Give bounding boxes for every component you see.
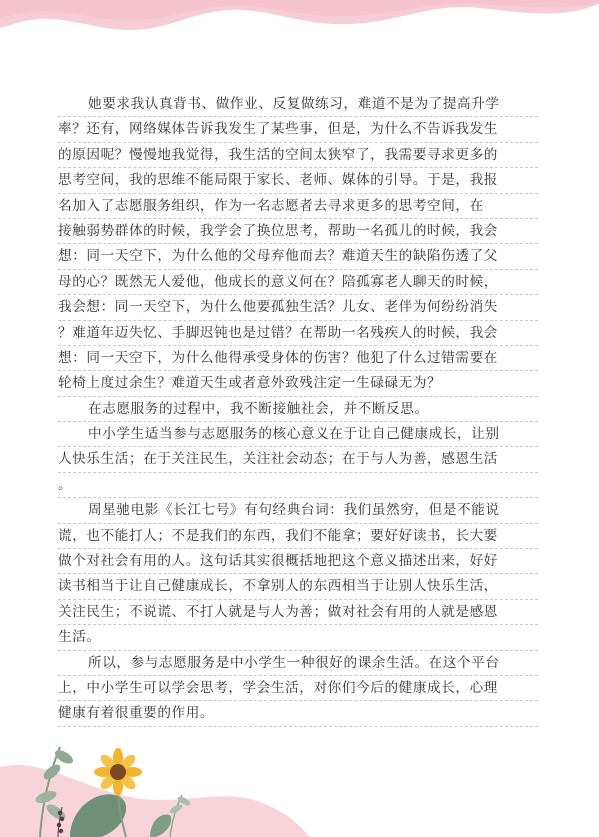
text-line: 读书相当于让自己健康成长，不拿别人的东西相当于让别人快乐生活，	[58, 574, 538, 599]
text-line: ？难道年迈失忆、手脚迟钝也是过错？在帮助一名残疾人的时候，我会	[58, 321, 538, 346]
text-line: 想：同一天空下，为什么他得承受身体的伤害？他犯了什么过错需要在	[58, 346, 538, 371]
text-line: 谎，也不能打人；不是我们的东西，我们不能拿；要好好读书，长大要	[58, 524, 538, 549]
text-line: 上，中小学生可以学会思考，学会生活，对你们今后的健康成长，心理	[58, 676, 538, 701]
paragraph	[58, 397, 538, 422]
text-line: 名加入了志愿服务组织，作为一名志愿者去寻求更多的思考空间，在	[58, 194, 538, 219]
text-line: 在志愿服务的过程中，我不断接触社会，并不断反思。	[58, 397, 538, 422]
article-body	[58, 92, 538, 727]
bottom-floral-decoration	[0, 727, 599, 837]
text-line: 思考空间，我的思维不能局限于家长、老师、媒体的引导。于是，我报	[58, 168, 538, 193]
text-line: 我会想：同一天空下，为什么他要孤独生活？儿女、老伴为何纷纷消失	[58, 295, 538, 320]
text-line: 生活。	[58, 625, 538, 650]
text-line: 。	[58, 473, 538, 498]
text-line: 周星驰电影《长江七号》有句经典台词：我们虽然穷，但是不能说	[58, 498, 538, 523]
text-line: 的原因呢？慢慢地我觉得，我生活的空间太狭窄了，我需要寻求更多的	[58, 143, 538, 168]
text-line: 所以，参与志愿服务是中小学生一种很好的课余生活。在这个平台	[58, 651, 538, 676]
text-line: 率？还有，网络媒体告诉我发生了某些事，但是，为什么不告诉我发生	[58, 117, 538, 142]
text-line: 母的心？既然无人爱他，他成长的意义何在？陪孤寡老人聊天的时候，	[58, 270, 538, 295]
text-line: 关注民生；不说谎、不打人就是与人为善；做对社会有用的人就是感恩	[58, 600, 538, 625]
text-line: 做个对社会有用的人。这句话其实很概括地把这个意义描述出来，好好	[58, 549, 538, 574]
text-line: 想：同一天空下，为什么他的父母弃他而去？难道天生的缺陷伤透了父	[58, 244, 538, 269]
top-pink-wave-decoration	[0, 0, 599, 60]
paragraph	[58, 422, 538, 498]
text-line: 人快乐生活；在于关注民生，关注社会动态；在于与人为善，感恩生活	[58, 447, 538, 472]
text-line: 她要求我认真背书、做作业、反复做练习，难道不是为了提高升学	[58, 92, 538, 117]
text-line: 中小学生适当参与志愿服务的核心意义在于让自己健康成长，让别	[58, 422, 538, 447]
text-line: 健康有着很重要的作用。	[58, 701, 538, 726]
text-line: 接触弱势群体的时候，我学会了换位思考，帮助一名孤儿的时候，我会	[58, 219, 538, 244]
paragraph	[58, 92, 538, 397]
text-line: 轮椅上度过余生？难道天生或者意外致残注定一生碌碌无为？	[58, 371, 538, 396]
paragraph	[58, 498, 538, 650]
paragraph	[58, 651, 538, 727]
